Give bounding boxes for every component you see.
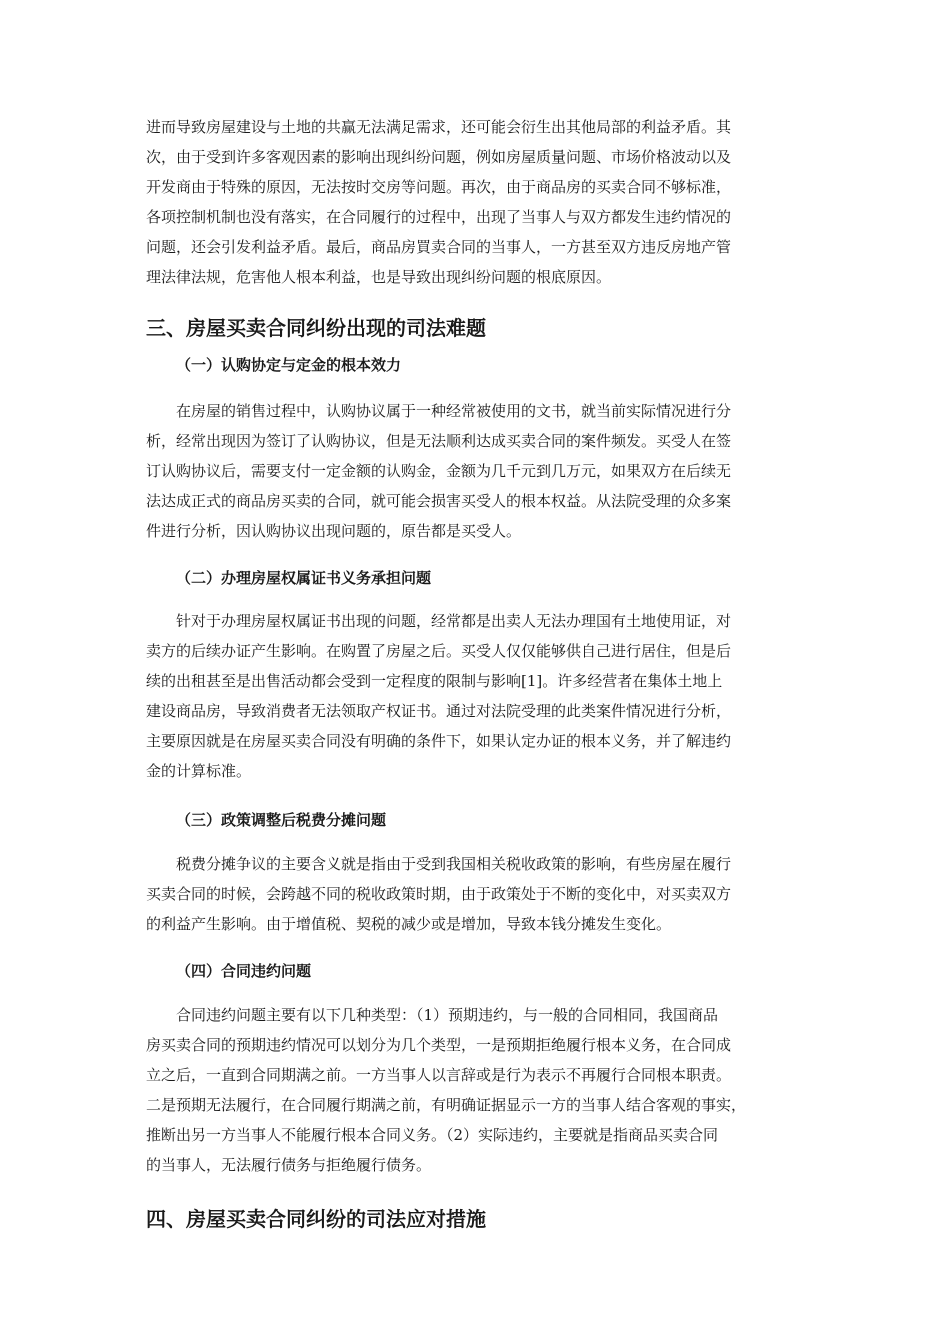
text-line: 主要原因就是在房屋买卖合同没有明确的条件下，如果认定办证的根本义务，并了解违约 [146,732,732,750]
section-heading-3: 三、房屋买卖合同纠纷出现的司法难题 [146,316,486,340]
text-line: 金的计算标准。 [146,762,252,780]
subheading-1: （一）认购协定与定金的根本效力 [176,356,402,374]
text-line: 房买卖合同的预期违约情况可以划分为几个类型，一是预期拒绝履行根本义务，在合同成 [146,1036,732,1054]
text-line: 问题，还会引发利益矛盾。最后，商品房買卖合同的当事人，一方甚至双方违反房地产管 [146,238,732,256]
paragraph-title-certificate [146,606,806,786]
text-line: 建设商品房，导致消费者无法领取产权证书。通过对法院受理的此类案件情况进行分析， [146,702,732,720]
subheading-2: （二）办理房屋权属证书义务承担问题 [176,569,432,587]
paragraph-tax [146,849,806,939]
paragraph-causes [146,112,806,292]
text-line: 法达成正式的商品房买卖的合同，就可能会损害买受人的根本权益。从法院受理的众多案 [146,492,732,510]
text-line: 的利益产生影响。由于增值税、契税的减少或是增加，导致本钱分摊发生变化。 [146,915,672,933]
text-line: 各项控制机制也没有落实，在合同履行的过程中，出现了当事人与双方都发生违约情况的 [146,208,732,226]
text-line: 进而导致房屋建设与土地的共赢无法满足需求，还可能会衍生出其他局部的利益矛盾。其 [146,118,732,136]
text-line: 卖方的后续办证产生影响。在购置了房屋之后。买受人仅仅能够供自己进行居住，但是后 [146,642,732,660]
text-line: 件进行分析，因认购协议出现问题的，原告都是买受人。 [146,522,522,540]
text-line: 订认购协议后，需要支付一定金额的认购金，金额为几千元到几万元，如果双方在后续无 [146,462,732,480]
section-heading-4: 四、房屋买卖合同纠纷的司法应对措施 [146,1207,486,1231]
text-line: 立之后，一直到合同期满之前。一方当事人以言辞或是行为表示不再履行合同根本职责。 [146,1066,732,1084]
paragraph-breach [146,1000,806,1180]
text-line: 开发商由于特殊的原因，无法按时交房等问题。再次，由于商品房的买卖合同不够标准， [146,178,732,196]
text-line: 理法律法规，危害他人根本利益，也是导致出现纠纷问题的根底原因。 [146,268,612,286]
subheading-3: （三）政策调整后税费分摊问题 [176,811,387,829]
text-line: 针对于办理房屋权属证书出现的问题，经常都是出卖人无法办理国有土地使用证，对 [176,612,732,630]
text-line: 二是预期无法履行，在合同履行期满之前，有明确证据显示一方的当事人结合客观的事实， [146,1096,747,1114]
text-line: 的当事人，无法履行债务与拒绝履行债务。 [146,1156,432,1174]
subheading-4: （四）合同违约问题 [176,962,312,980]
text-line: 析，经常出现因为签订了认购协议，但是无法顺利达成买卖合同的案件频发。买受人在签 [146,432,732,450]
text-line: 买卖合同的时候，会跨越不同的税收政策时期，由于政策处于不断的变化中，对买卖双方 [146,885,732,903]
text-line: 次，由于受到许多客观因素的影响出现纠纷问题，例如房屋质量问题、市场价格波动以及 [146,148,732,166]
paragraph-subscription [146,396,806,546]
text-line: 续的出租甚至是出售活动都会受到一定程度的限制与影响[1]。许多经营者在集体土地上 [146,672,723,690]
text-line: 税费分摊争议的主要含义就是指由于受到我国相关税收政策的影响，有些房屋在履行 [176,855,732,873]
text-line: 合同违约问题主要有以下几种类型：（1）预期违约，与一般的合同相同，我国商品 [176,1006,719,1024]
text-line: 推断出另一方当事人不能履行根本合同义务。（2）实际违约，主要就是指商品买卖合同 [146,1126,719,1144]
text-line: 在房屋的销售过程中，认购协议属于一种经常被使用的文书，就当前实际情况进行分 [176,402,732,420]
